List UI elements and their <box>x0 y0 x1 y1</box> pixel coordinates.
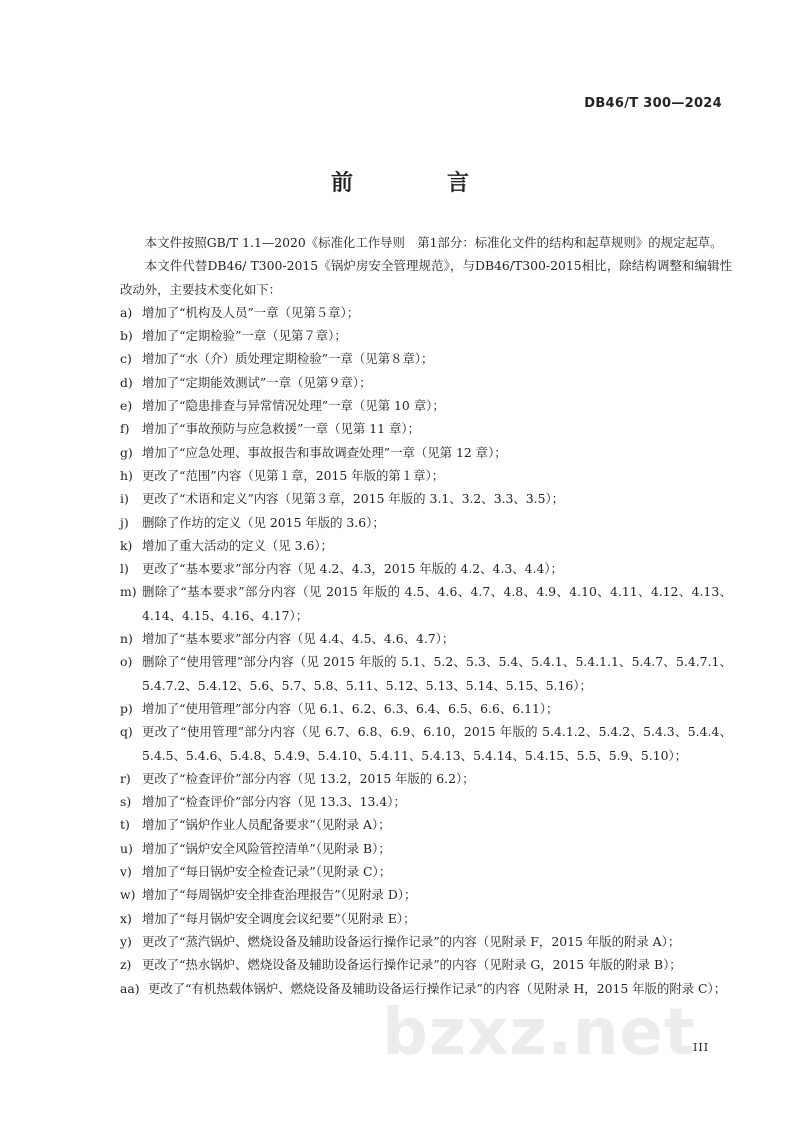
document-body <box>120 231 732 1000</box>
list-item-marker: aa) <box>120 980 140 996</box>
list-item-marker: g) <box>120 444 133 460</box>
list-item-marker: x) <box>120 910 132 926</box>
list-item-marker: l) <box>120 561 129 577</box>
list-item-marker: u) <box>120 840 133 856</box>
list-item-text: 更改了“热水锅炉、燃烧设备及辅助设备运行操作记录”的内容（见附录 G，2015 年版的附录 B）； <box>142 957 682 973</box>
watermark: bzxz.net <box>382 996 696 1070</box>
list-item <box>120 487 732 510</box>
list-item <box>120 511 732 534</box>
list-item <box>120 417 732 440</box>
list-item <box>120 441 732 464</box>
list-item-marker: b) <box>120 328 133 344</box>
list-item-text: 更改了“基本要求”部分内容（见 4.2、4.3，2015 年版的 4.2、4.3、4.4）； <box>142 561 563 577</box>
list-item-text: 增加了“机构及人员”一章（见第５章）； <box>142 304 360 320</box>
list-item-text: 更改了“检查评价”部分内容（见 13.2，2015 年版的 6.2）； <box>142 770 475 786</box>
list-item <box>120 883 732 906</box>
list-item <box>120 767 732 790</box>
list-item-marker: e) <box>120 398 133 414</box>
list-item <box>120 953 732 976</box>
list-item <box>120 627 732 650</box>
list-item <box>120 324 732 347</box>
list-item-text: 更改了“蒸汽锅炉、燃烧设备及辅助设备运行操作记录”的内容（见附录 F，2015 年版的附录 A）； <box>142 933 681 949</box>
list-item-text: 删除了“基本要求”部分内容（见 2015 年版的 4.5、4.6、4.7、4.8、4.9、4.10、4.11、4.12、4.13、4.14、4.15、4.16、4.17）； <box>142 584 732 623</box>
list-item-marker: f) <box>120 421 130 437</box>
list-item-text: 增加了“定期检验”一章（见第７章）； <box>142 328 347 344</box>
list-item <box>120 371 732 394</box>
list-item <box>120 580 732 627</box>
list-item-text: 删除了作坊的定义（见 2015 年版的 3.6）； <box>142 514 385 530</box>
list-item <box>120 813 732 836</box>
list-item-marker: s) <box>120 794 132 810</box>
list-item <box>120 534 732 557</box>
list-item <box>120 837 732 860</box>
list-item-marker: m) <box>120 584 137 600</box>
list-item <box>120 790 732 813</box>
list-item-text: 增加了“定期能效测试”一章（见第９章）； <box>142 374 372 390</box>
list-item <box>120 907 732 930</box>
paragraph: 本文件代替DB46/ T300-2015《锅炉房安全管理规范》，与DB46/T300-2015相比，除结构调整和编辑性改动外，主要技术变化如下： <box>120 258 732 297</box>
list-item-marker: j) <box>120 514 129 530</box>
change-list <box>120 301 732 1000</box>
list-item-marker: z) <box>120 957 132 973</box>
list-item-marker: a) <box>120 304 133 320</box>
page-title: 前 言 <box>330 170 505 196</box>
list-item <box>120 347 732 370</box>
list-item-marker: o) <box>120 654 133 670</box>
list-item-marker: q) <box>120 724 133 740</box>
list-item-text: 更改了“有机热载体锅炉、燃烧设备及辅助设备运行操作记录”的内容（见附录 H，2015 年版的附录 C）； <box>148 980 727 996</box>
list-item <box>120 301 732 324</box>
list-item-text: 增加了“锅炉安全风险管控清单”（见附录 B）； <box>142 840 391 856</box>
list-item-text: 增加了“使用管理”部分内容（见 6.1、6.2、6.3、6.4、6.5、6.6、6.11）； <box>142 700 559 716</box>
list-item <box>120 464 732 487</box>
list-item <box>120 650 732 697</box>
list-item <box>120 720 732 767</box>
list-item-text: 更改了“术语和定义”内容（见第３章，2015 年版的 3.1、3.2、3.3、3.5）； <box>142 491 565 507</box>
list-item-text: 增加了“锅炉作业人员配备要求”（见附录 A）； <box>142 817 391 833</box>
list-item-marker: w) <box>120 887 136 903</box>
list-item-text: 删除了“使用管理”部分内容（见 2015 年版的 5.1、5.2、5.3、5.4、5.4.1、5.4.1.1、5.4.7、5.4.7.1、5.4.7.2、5.4.12、5.6、5.7、5.8、5.11、5.12、5.13、5.14、5.15、5.16）； <box>142 654 732 693</box>
list-item-marker: k) <box>120 537 133 553</box>
list-item-marker: n) <box>120 631 133 647</box>
list-item-marker: c) <box>120 351 132 367</box>
list-item-marker: p) <box>120 700 133 716</box>
list-item-marker: r) <box>120 770 131 786</box>
list-item-marker: v) <box>120 864 132 880</box>
list-item-text: 增加了“检查评价”部分内容（见 13.3、13.4）； <box>142 794 406 810</box>
list-item <box>120 860 732 883</box>
page-number: III <box>693 1041 710 1054</box>
list-item-text: 增加了“基本要求”部分内容（见 4.4、4.5、4.6、4.7）； <box>142 631 455 647</box>
list-item-marker: i) <box>120 491 129 507</box>
list-item-text: 更改了“使用管理”部分内容（见 6.7、6.8、6.9、6.10，2015 年版的 5.4.1.2、5.4.2、5.4.3、5.4.4、5.4.5、5.4.6、5.4.8、5.4.9、5.4.10、5.4.11、5.4.13、5.4.14、5.4.15、5.5、5.9、5.10）； <box>142 724 732 763</box>
list-item-marker: y) <box>120 933 132 949</box>
list-item-marker: h) <box>120 467 133 483</box>
list-item-text: 更改了“范围”内容（见第１章，2015 年版的第１章）； <box>142 467 445 483</box>
list-item <box>120 977 732 1000</box>
list-item-marker: d) <box>120 374 133 390</box>
list-item <box>120 930 732 953</box>
list-item-text: 增加了“应急处理、事故报告和事故调查处理”一章（见第 12 章）； <box>142 444 507 460</box>
list-item <box>120 697 732 720</box>
document-code: DB46/T 300—2024 <box>584 96 722 111</box>
paragraph: 本文件按照GB/T 1.1—2020《标准化工作导则 第1部分：标准化文件的结构和起草规则》的规定起草。 <box>144 235 723 250</box>
list-item-text: 增加了“水（介）质处理定期检验”一章（见第８章）； <box>142 351 434 367</box>
list-item-text: 增加了“每月锅炉安全调度会议纪要”（见附录 E）； <box>142 910 416 926</box>
list-item-text: 增加了“每周锅炉安全排查治理报告”（见附录 D）； <box>142 887 417 903</box>
list-item-marker: t) <box>120 817 130 833</box>
list-item-text: 增加了“隐患排查与异常情况处理”一章（见第 10 章）； <box>142 398 445 414</box>
list-item <box>120 394 732 417</box>
list-item-text: 增加了重大活动的定义（见 3.6）； <box>142 537 333 553</box>
list-item-text: 增加了“事故预防与应急救援”一章（见第 11 章）； <box>142 421 420 437</box>
list-item-text: 增加了“每日锅炉安全检查记录”（见附录 C）； <box>142 864 392 880</box>
list-item <box>120 557 732 580</box>
